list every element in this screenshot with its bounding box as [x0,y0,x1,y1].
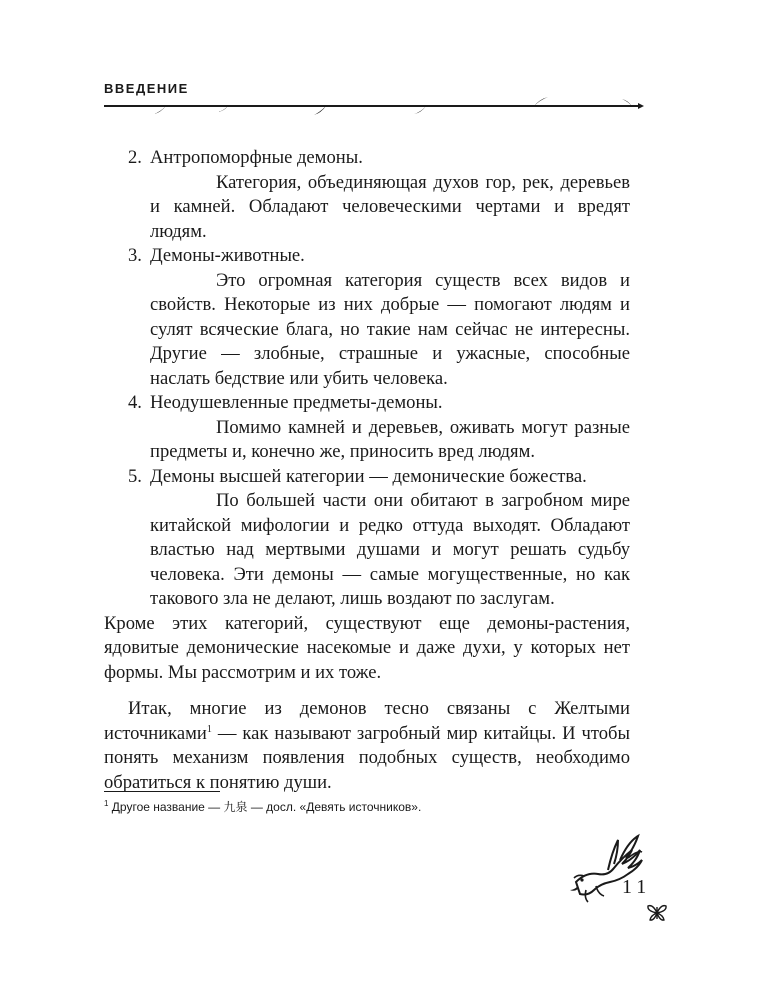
list-item-title: Демоны высшей категории — демонические божества. [150,465,587,487]
list-item [104,244,630,391]
footnote [104,799,624,815]
list-item [104,146,630,244]
list-item-title: Демоны-животные. [150,245,305,266]
paragraph: Кроме этих категорий, существуют еще демоны-растения, ядовитые демонические насекомые и даже духи, у которых нет формы. Мы рассмотрим и их тоже. [104,612,630,683]
butterfly-icon [646,903,668,923]
list-item-number: 5. [128,465,142,487]
list-item-body: Помимо камней и деревьев, оживать могут разные предметы и, конечно же, приносить вред людям. [150,416,630,462]
list-item-body: Это огромная категория существ всех видов и свойств. Некоторые из них добрые — помогают людям и сулят всяческие блага, но такие нам сейчас не интересны. Другие — злобные, страшные и ужасные, способные наслать бедствие или убить человека. [150,269,630,389]
paragraph: Итак, многие из демонов тесно связаны с Желтыми источниками$^1$ — как называют загробный мир китайцы. И чтобы понять механизм появления подобных существ, необходимо обратиться к понятию души. [104,698,630,793]
list-item [104,465,630,612]
list-item-title: Неодушевленные предметы-демоны. [150,392,443,413]
list-item-number: 3. [128,245,142,266]
footnote-reference[interactable]: 1 [206,723,212,735]
list-item-number: 4. [128,392,142,413]
page-number: 11 [622,876,652,898]
branch-icon [104,96,644,120]
running-header-title: ВВЕДЕНИЕ [104,81,189,96]
footnote-text: Другое название — 九泉 — досл. «Девять источников». [108,800,422,814]
footnote-divider [104,791,220,792]
footnote-marker: 1 [104,799,109,808]
list-item [104,391,630,465]
list-item-body: Категория, объединяющая духов гор, рек, деревьев и камней. Обладают человеческими чертами и вредят людям. [150,171,630,242]
list-item-number: 2. [128,147,142,168]
list-item-title: Антропоморфные демоны. [150,147,363,168]
main-text [104,146,630,795]
list-item-body: По большей части они обитают в загробном мире китайской мифологии и редко оттуда выходят. Обладают властью над мертвыми душами и могут решать судьбу человека. Эти демоны — самые могущественные, но как такового зла не делают, лишь воздают по заслугам. [150,490,630,609]
